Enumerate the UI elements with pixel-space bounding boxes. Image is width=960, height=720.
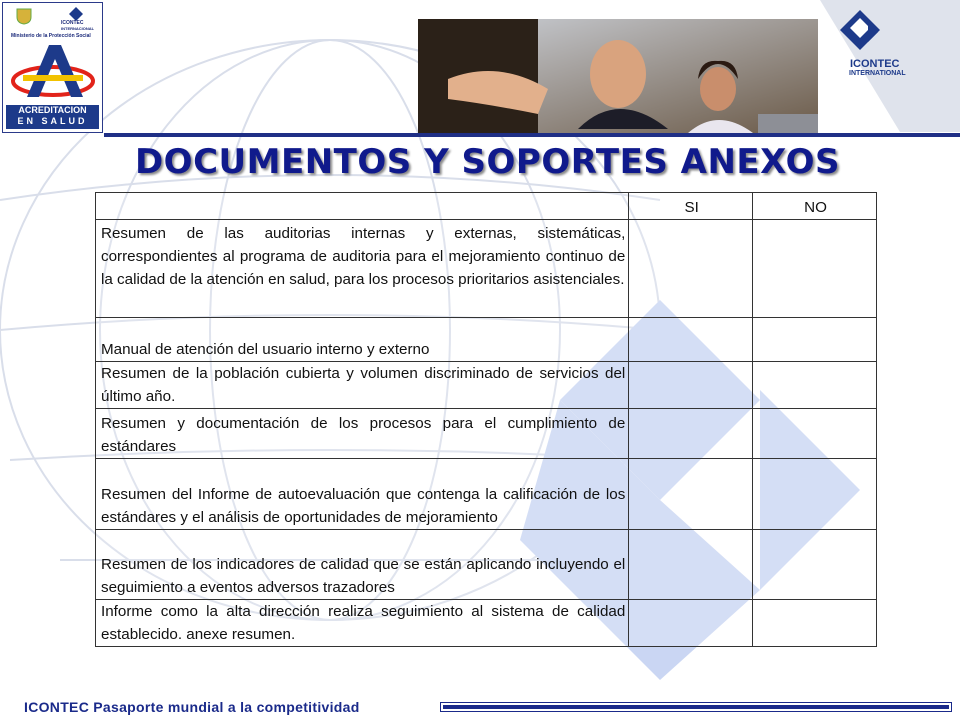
- icontec-brand-sub: INTERNATIONAL: [849, 70, 906, 77]
- no-cell[interactable]: [753, 318, 877, 362]
- si-cell[interactable]: [629, 318, 753, 362]
- si-cell[interactable]: [629, 220, 753, 318]
- si-cell[interactable]: [629, 530, 753, 600]
- accreditation-a-icon: [9, 41, 97, 103]
- footer-slogan: ICONTEC Pasaporte mundial a la competitividad: [24, 699, 360, 715]
- no-cell[interactable]: [753, 409, 877, 459]
- header-divider: [104, 133, 960, 137]
- table-row: [96, 220, 877, 318]
- si-cell[interactable]: [629, 459, 753, 530]
- documents-table: [95, 192, 877, 647]
- accreditation-banner: [6, 105, 99, 129]
- header-empty-cell: [96, 193, 629, 220]
- no-cell[interactable]: [753, 600, 877, 647]
- business-meeting-photo: [418, 19, 818, 133]
- column-header-si: SI: [629, 193, 753, 220]
- requirement-text: Manual de atención del usuario interno y externo: [96, 318, 629, 362]
- no-cell[interactable]: [753, 220, 877, 318]
- table-row: [96, 318, 877, 362]
- requirement-text: Informe como la alta dirección realiza seguimiento al sistema de calidad establecido. anexe resumen.: [96, 600, 629, 647]
- ministry-label: Ministerio de la Protección Social: [11, 33, 91, 39]
- column-header-no: NO: [753, 193, 877, 220]
- page-title: DOCUMENTOS Y SOPORTES ANEXOS: [134, 142, 841, 182]
- si-cell[interactable]: [629, 409, 753, 459]
- no-cell[interactable]: [753, 530, 877, 600]
- icontec-small-icon: [69, 7, 83, 21]
- meeting-photo-illustration: [418, 19, 818, 133]
- accreditation-line2: EN SALUD: [17, 116, 88, 126]
- requirement-text: Resumen y documentación de los procesos para el cumplimiento de estándares: [96, 409, 629, 459]
- requirement-text: Resumen de la población cubierta y volumen discriminado de servicios del último año.: [96, 362, 629, 409]
- si-cell[interactable]: [629, 600, 753, 647]
- si-cell[interactable]: [629, 362, 753, 409]
- requirement-text: Resumen del Informe de autoevaluación que contenga la calificación de los estándares y el análisis de oportunidades de mejoramiento: [96, 459, 629, 530]
- requirement-text: Resumen de los indicadores de calidad que se están aplicando incluyendo el seguimiento a eventos adversos trazadores: [96, 530, 629, 600]
- accreditation-logo: [2, 2, 103, 133]
- table-row: [96, 600, 877, 647]
- requirement-text: Resumen de las auditorias internas y externas, sistemáticas, correspondientes al programa de auditoria para el mejoramiento continuo de la calidad de la atención en salud, para los procesos prioritarios asistenciales.: [96, 220, 629, 318]
- icontec-small-label: ICONTEC: [61, 20, 84, 26]
- colombia-shield-icon: [15, 7, 33, 25]
- no-cell[interactable]: [753, 362, 877, 409]
- accreditation-line1: ACREDITACION: [18, 105, 87, 115]
- table-header-row: [96, 193, 877, 220]
- table-row: [96, 362, 877, 409]
- no-cell[interactable]: [753, 459, 877, 530]
- table-row: [96, 459, 877, 530]
- table-row: [96, 530, 877, 600]
- icontec-brand-label: ICONTEC: [850, 58, 900, 70]
- icontec-small-sub: INTERNACIONAL: [61, 26, 95, 31]
- table-row: [96, 409, 877, 459]
- footer-bar: [440, 702, 952, 712]
